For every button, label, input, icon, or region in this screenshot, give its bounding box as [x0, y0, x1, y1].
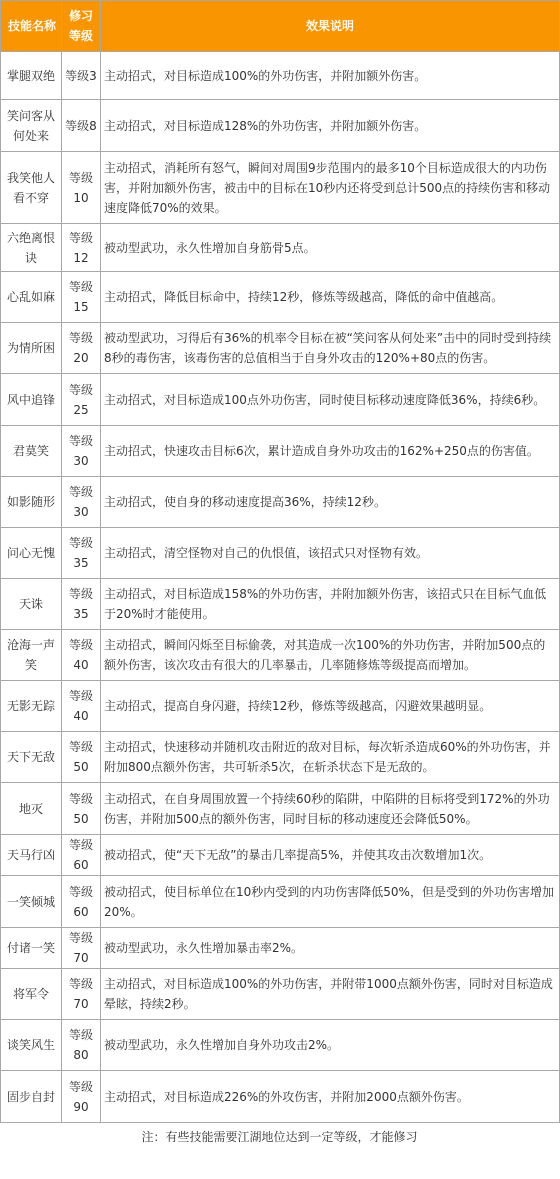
skill-level-cell: 等级10 [62, 152, 101, 224]
skill-level-cell: 等级30 [62, 477, 101, 528]
skill-name-cell: 天马行凶 [1, 835, 62, 876]
skill-level-cell: 等级25 [62, 374, 101, 426]
table-row [1, 876, 560, 928]
skill-name-cell: 风中追锋 [1, 374, 62, 426]
skill-desc-cell: 主动招式，对目标造成100%的外功伤害，并附加额外伤害。 [101, 52, 560, 100]
skill-name-cell: 天诛 [1, 579, 62, 630]
table-row [1, 732, 560, 783]
table-row [1, 681, 560, 732]
skill-name-cell: 为情所困 [1, 323, 62, 374]
skill-level-cell: 等级40 [62, 630, 101, 681]
table-row [1, 477, 560, 528]
table-row [1, 1071, 560, 1123]
skill-level-cell: 等级20 [62, 323, 101, 374]
table-row [1, 374, 560, 426]
table-header-row [1, 1, 560, 52]
header-skill-name: 技能名称 [1, 1, 62, 52]
table-row [1, 579, 560, 630]
skill-level-cell: 等级60 [62, 876, 101, 928]
skill-desc-cell: 主动招式，清空怪物对自己的仇恨值，该招式只对怪物有效。 [101, 528, 560, 579]
skill-name-cell: 固步自封 [1, 1071, 62, 1123]
skill-desc-cell: 主动招式，降低目标命中，持续12秒，修炼等级越高，降低的命中值越高。 [101, 272, 560, 323]
skill-name-cell: 无影无踪 [1, 681, 62, 732]
skill-desc-cell: 被动招式，使目标单位在10秒内受到的内功伤害降低50%，但是受到的外功伤害增加20%。 [101, 876, 560, 928]
skill-desc-cell: 被动型武功，永久性增加暴击率2%。 [101, 928, 560, 969]
table-row [1, 835, 560, 876]
header-level: 修习等级 [62, 1, 101, 52]
skill-desc-cell: 主动招式，对目标造成158%的外功伤害，并附加额外伤害，该招式只在目标气血低于20%时才能使用。 [101, 579, 560, 630]
skill-desc-cell: 被动型武功，习得后有36%的机率令目标在被“笑问客从何处来”击中的同时受到持续8秒的毒伤害，该毒伤害的总值相当于自身外攻击的120%+80点的伤害。 [101, 323, 560, 374]
skill-level-cell: 等级40 [62, 681, 101, 732]
skill-level-cell: 等级8 [62, 100, 101, 152]
skill-desc-cell: 主动招式，对目标造成100%的外功伤害，并附带1000点额外伤害，同时对目标造成晕眩，持续2秒。 [101, 969, 560, 1020]
skill-name-cell: 谈笑风生 [1, 1020, 62, 1071]
table-row [1, 52, 560, 100]
skill-name-cell: 问心无愧 [1, 528, 62, 579]
skill-level-cell: 等级50 [62, 732, 101, 783]
skill-name-cell: 心乱如麻 [1, 272, 62, 323]
header-effect: 效果说明 [101, 1, 560, 52]
skill-name-cell: 地灭 [1, 783, 62, 835]
skill-level-cell: 等级90 [62, 1071, 101, 1123]
skill-name-cell: 天下无敌 [1, 732, 62, 783]
table-row [1, 224, 560, 272]
skill-desc-cell: 主动招式，提高自身闪避，持续12秒，修炼等级越高，闪避效果越明显。 [101, 681, 560, 732]
skill-desc-cell: 主动招式，瞬间闪烁至目标偷袭，对其造成一次100%的外功伤害，并附加500点的额外伤害，该次攻击有很大的几率暴击，几率随修炼等级提高而增加。 [101, 630, 560, 681]
skill-level-cell: 等级70 [62, 928, 101, 969]
table-row [1, 630, 560, 681]
skill-desc-cell: 被动型武功，永久性增加自身外功攻击2%。 [101, 1020, 560, 1071]
table-row [1, 783, 560, 835]
skill-desc-cell: 主动招式，对目标造成128%的外功伤害，并附加额外伤害。 [101, 100, 560, 152]
table-row [1, 323, 560, 374]
skill-desc-cell: 主动招式，对目标造成226%的外攻伤害，并附加2000点额外伤害。 [101, 1071, 560, 1123]
skill-name-cell: 沧海一声笑 [1, 630, 62, 681]
skill-level-cell: 等级30 [62, 426, 101, 477]
skill-name-cell: 如影随形 [1, 477, 62, 528]
skill-level-cell: 等级80 [62, 1020, 101, 1071]
skill-level-cell: 等级15 [62, 272, 101, 323]
skill-name-cell: 六绝离恨诀 [1, 224, 62, 272]
table-row [1, 100, 560, 152]
skill-level-cell: 等级35 [62, 579, 101, 630]
skill-level-cell: 等级35 [62, 528, 101, 579]
skill-desc-cell: 主动招式，对目标造成100点外功伤害，同时使目标移动速度降低36%，持续6秒。 [101, 374, 560, 426]
skill-level-cell: 等级70 [62, 969, 101, 1020]
skill-name-cell: 付诸一笑 [1, 928, 62, 969]
skill-desc-cell: 主动招式，快速移动并随机攻击附近的敌对目标，每次斩杀造成60%的外功伤害，并附加800点额外伤害，共可斩杀5次，在斩杀状态下是无敌的。 [101, 732, 560, 783]
skill-level-cell: 等级50 [62, 783, 101, 835]
skill-desc-cell: 主动招式，快速攻击目标6次，累计造成自身外功攻击的162%+250点的伤害值。 [101, 426, 560, 477]
table-row [1, 152, 560, 224]
table-body [1, 52, 560, 1123]
skill-desc-cell: 主动招式，消耗所有怒气，瞬间对周围9步范围内的最多10个目标造成很大的内功伤害，并附加额外伤害，被击中的目标在10秒内还将受到总计500点的持续伤害和移动速度降低70%的效果。 [101, 152, 560, 224]
skill-desc-cell: 主动招式，在自身周围放置一个持续60秒的陷阱，中陷阱的目标将受到172%的外功伤害，并附加500点的额外伤害，同时目标的移动速度还会降低50%。 [101, 783, 560, 835]
table-row [1, 1020, 560, 1071]
skill-desc-cell: 被动型武功，永久性增加自身筋骨5点。 [101, 224, 560, 272]
skill-name-cell: 掌腿双绝 [1, 52, 62, 100]
skill-level-cell: 等级60 [62, 835, 101, 876]
skill-name-cell: 我笑他人看不穿 [1, 152, 62, 224]
skill-level-cell: 等级12 [62, 224, 101, 272]
skill-level-cell: 等级3 [62, 52, 101, 100]
skill-desc-cell: 被动招式，使“天下无敌”的暴击几率提高5%，并使其攻击次数增加1次。 [101, 835, 560, 876]
skill-name-cell: 笑问客从何处来 [1, 100, 62, 152]
skill-name-cell: 将军令 [1, 969, 62, 1020]
table-row [1, 928, 560, 969]
table-row [1, 969, 560, 1020]
footnote: 注：有些技能需要江湖地位达到一定等级，才能修习 [141, 1130, 418, 1144]
skill-desc-cell: 主动招式，使自身的移动速度提高36%，持续12秒。 [101, 477, 560, 528]
table-row [1, 426, 560, 477]
table-row [1, 272, 560, 323]
skill-name-cell: 一笑倾城 [1, 876, 62, 928]
table-row [1, 528, 560, 579]
skill-name-cell: 君莫笑 [1, 426, 62, 477]
